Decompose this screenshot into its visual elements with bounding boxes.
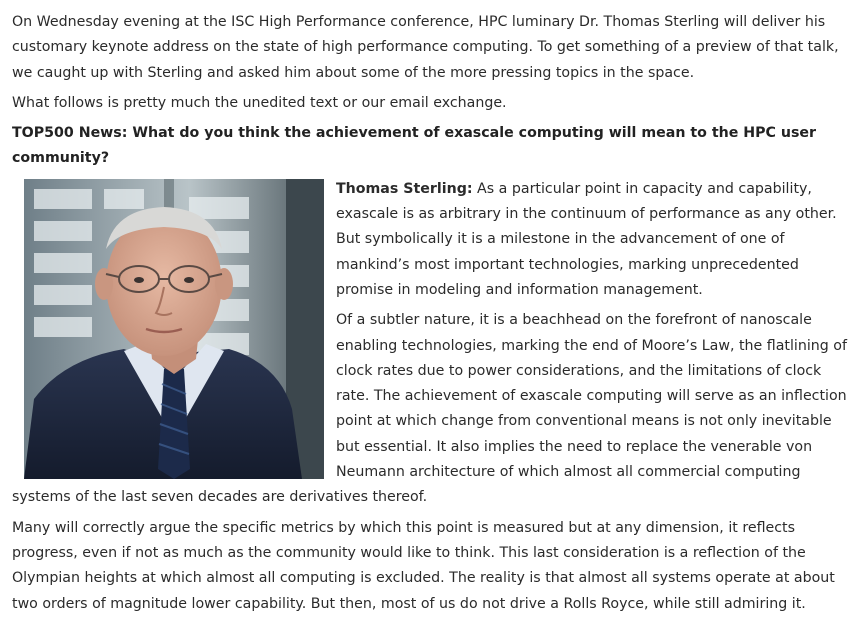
note-paragraph: What follows is pretty much the unedited text or our email exchange.	[12, 94, 507, 111]
intro-paragraph: On Wednesday evening at the ISC High Performance conference, HPC luminary Dr. Thomas Sterling will deliver his customary keynote address on the state of high performance computing. To get something of a preview of that talk, we caught up with Sterling and asked him about some of the more pressing topics in the space.	[12, 14, 839, 81]
thomas-sterling-portrait	[24, 179, 324, 479]
answer-block	[12, 177, 847, 516]
answer-paragraph-2: Of a subtler nature, it is a beachhead on the forefront of nanoscale enabling technologies, marking the end of Moore’s Law, the flatlining of clock rates due to power considerations, and the limitations of clock rate. The achievement of exascale computing will serve as an inflection point at which change from conventional means is not only inevitable but essential. It also implies the need to replace the venerable von Neumann architecture of which almost all commercial computing systems of the last seven decades are derivatives thereof.	[12, 312, 847, 506]
answer-paragraph-3: Many will correctly argue the specific metrics by which this point is measured but at any dimension, it reflects progress, even if not as much as the community would like to think. This last consideration is a reflection of the Olympian heights at which almost all computing is excluded. The reality is that almost all systems operate at about two orders of magnitude lower capability. But then, most of us do not drive a Rolls Royce, while still admiring it.	[12, 519, 835, 612]
answer-speaker: Thomas Sterling:	[336, 180, 473, 197]
answer-paragraph-1: As a particular point in capacity and capability, exascale is as arbitrary in the continuum of performance as any other. But symbolically it is a milestone in the advancement of one of mankind’s most important technologies, marking unprecedented promise in modeling and information management.	[336, 180, 837, 298]
article-body	[12, 10, 847, 622]
interview-question: TOP500 News: What do you think the achievement of exascale computing will mean to the HPC user community?	[12, 125, 817, 167]
